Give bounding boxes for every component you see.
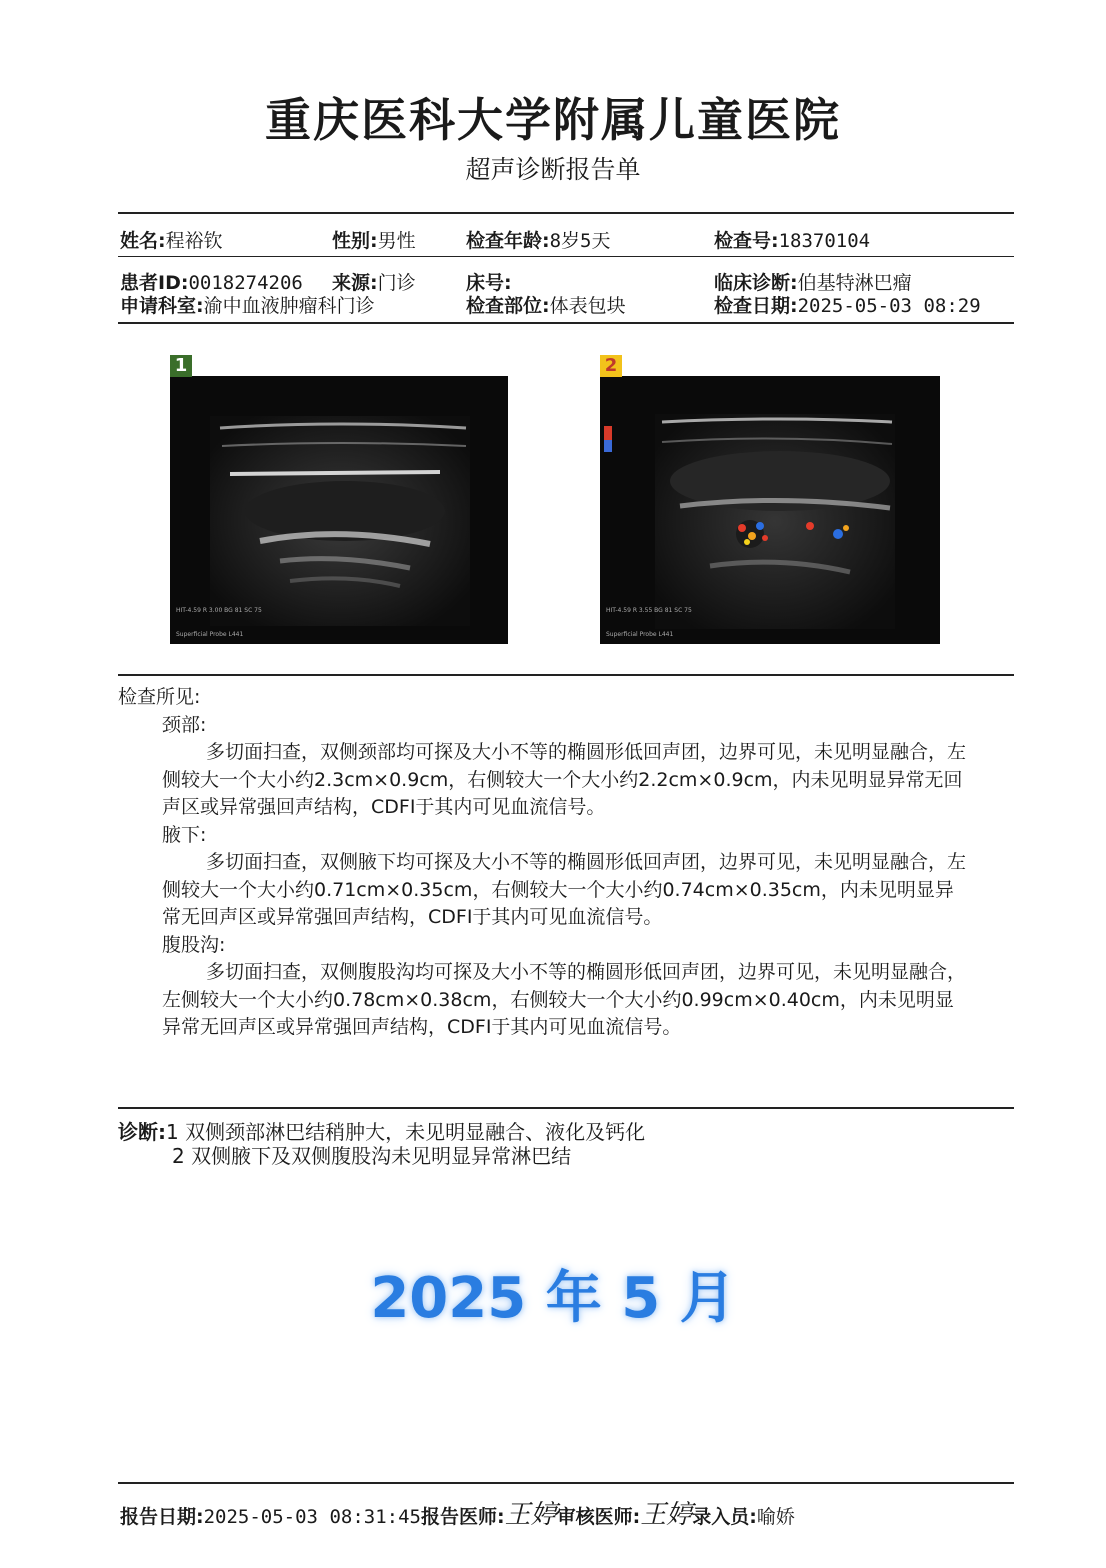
reviewer-label: 审核医师: [556,1506,641,1528]
divider [118,1482,1014,1484]
diagnosis-label: 诊断: [118,1120,166,1144]
divider [118,322,1014,324]
groin-title: 腹股沟: [162,933,226,956]
findings-label: 检查所见: [118,686,201,708]
exam-site-field: 检查部位:体表包块 [466,295,626,317]
ultrasound-image-1 [170,376,508,644]
source-field: 来源:门诊 [332,272,416,294]
divider [118,674,1014,676]
diagnosis-item-2: 2 双侧腋下及双侧腹股沟未见明显异常淋巴结 [172,1144,572,1168]
ultrasound-scan-grayscale [170,376,508,644]
svg-text:Superficial Probe L441: Superficial Probe L441 [176,631,244,638]
svg-text:Superficial Probe L441: Superficial Probe L441 [606,631,674,638]
axilla-finding-text: 多切面扫查，双侧腋下均可探及大小不等的椭圆形低回声团，边界可见，未见明显融合，左侧较大一个大小约0.71cm×0.35cm，右侧较大一个大小约0.74cm×0.35cm，内未见明显异常无回声区或异常强回声结构，CDFI于其内可见血流信号。 [162,851,967,928]
report-date: 2025-05-03 08:31:45 [203,1506,421,1528]
divider [118,256,1014,257]
image-number-badge-1: 1 [170,355,192,377]
report-doctor-label: 报告医师: [420,1506,505,1528]
report-title: 超声诊断报告单 [465,155,641,184]
diagnosis-item-1: 1 双侧颈部淋巴结稍肿大，未见明显融合、液化及钙化 [166,1120,646,1144]
image-number-badge-2: 2 [600,355,622,377]
report-date-label: 报告日期: [120,1506,204,1528]
neck-title: 颈部: [162,713,207,736]
diagnosis-section [118,1120,645,1168]
findings-section [118,684,1018,1042]
svg-text:HIT-4.59 R 3.00 BG 81 SC 75: HIT-4.59 R 3.00 BG 81 SC 75 [176,607,262,614]
recorder-label: 录入员: [692,1506,757,1528]
exam-date-field: 检查日期:2025-05-03 08:29 [714,295,981,317]
clinical-diagnosis-field: 临床诊断:伯基特淋巴瘤 [714,272,912,294]
patient-name-field: 姓名:程裕钦 [120,230,223,252]
svg-text:HIT-4.59 R 3.55 BG 81 SC 75: HIT-4.59 R 3.55 BG 81 SC 75 [606,607,692,614]
hospital-name: 重庆医科大学附属儿童医院 [265,93,841,147]
groin-finding-text: 多切面扫查，双侧腹股沟均可探及大小不等的椭圆形低回声团，边界可见，未见明显融合，左侧较大一个大小约0.78cm×0.38cm，右侧较大一个大小约0.99cm×0.40cm，内未见明显异常无回声区或异常强回声结构，CDFI于其内可见血流信号。 [162,961,967,1038]
department-field: 申请科室:渝中血液肿瘤科门诊 [120,295,375,317]
patient-sex-field: 性别:男性 [332,230,416,252]
divider [118,1107,1014,1109]
exam-number-field: 检查号:18370104 [714,230,871,252]
ultrasound-scan-doppler [600,376,940,644]
date-stamp-overlay: 2025 年 5 月 [370,1266,736,1331]
report-footer [120,1494,795,1531]
reviewer-signature: 王婷 [640,1500,693,1530]
axilla-title: 腋下: [162,823,207,846]
ultrasound-image-2 [600,376,940,644]
patient-age-field: 检查年龄:8岁5天 [466,230,611,252]
recorder-name: 喻娇 [756,1506,795,1528]
neck-finding-text: 多切面扫查，双侧颈部均可探及大小不等的椭圆形低回声团，边界可见，未见明显融合，左侧较大一个大小约2.3cm×0.9cm，右侧较大一个大小约2.2cm×0.9cm，内未见明显异常无回声区或异常强回声结构，CDFI于其内可见血流信号。 [162,741,967,818]
report-doctor-signature: 王婷 [504,1500,557,1530]
patient-id-field: 患者ID:0018274206 [120,272,303,294]
bed-field: 床号: [466,272,512,294]
divider [118,212,1014,214]
